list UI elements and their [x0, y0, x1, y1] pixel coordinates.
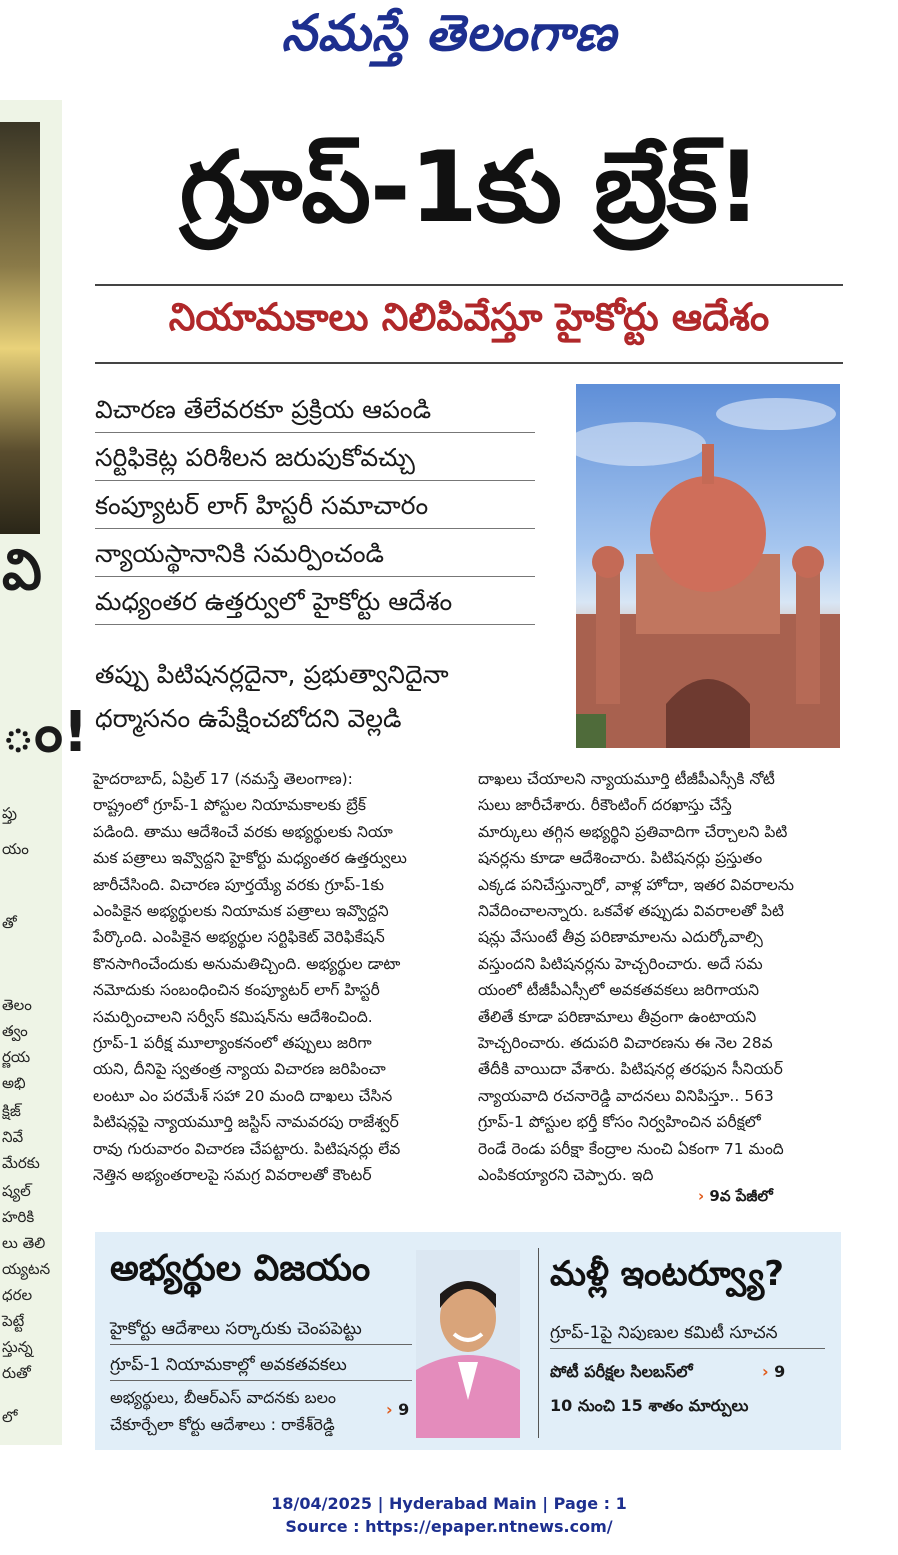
- adjacent-text-fragment: ధరల: [2, 1286, 33, 1304]
- box-right-note-line: పోటీ పరీక్షల సిలబస్‌లో: [550, 1362, 693, 1381]
- highlight-line: మధ్యంతర ఉత్తర్వులో హైకోర్టు ఆదేశం: [95, 580, 535, 625]
- article-line: జారీచేసింది. విచారణ పూర్తయ్యే వరకు గ్రూప్-1కు: [93, 875, 384, 894]
- adjacent-text-fragment: ప్తు: [2, 804, 17, 822]
- highlight-line: కంప్యూటర్ లాగ్ హిస్టరీ సమాచారం: [95, 484, 535, 529]
- adjacent-text-fragment: ర్ణయ: [2, 1048, 31, 1066]
- highlight-line: న్యాయస్థానానికి సమర్పించండి: [95, 532, 535, 577]
- article-line: యని, దీనిపై స్వతంత్ర న్యాయ విచారణ జరిపించా: [93, 1060, 386, 1079]
- chevron-right-icon: ›: [386, 1400, 393, 1419]
- highlight-tail-line: ధర్మాసనం ఉపేక్షించబోదని వెల్లడి: [95, 704, 402, 733]
- article-line: తేలితే కూడా పరిణామాలు తీవ్రంగా ఉంటాయని: [478, 1007, 757, 1026]
- article-line: తేదీకి వాయిదా వేశారు. పిటిషనర్ల తరఫున సీనియర్: [478, 1060, 783, 1079]
- article-line: హెచ్చరించారు. తదుపరి విచారణను ఈ నెల 28వ: [478, 1034, 773, 1053]
- adjacent-text-fragment: అభి: [2, 1074, 26, 1092]
- article-line: ఎంపికైన అభ్యర్థులకు నియామక పత్రాలు ఇవ్వొద్దని: [93, 902, 389, 921]
- box-right-title: మళ్లీ ఇంటర్వ్యూ?: [550, 1254, 784, 1294]
- adjacent-text-fragment: హరికి: [2, 1208, 35, 1226]
- article-line: నెత్తిన అభ్యంతరాలపై సమగ్ర వివరాలతో కౌంటర్: [93, 1166, 372, 1185]
- article-line: పడింది. తాము ఆదేశించే వరకు అభ్యర్థులకు నియా: [93, 822, 393, 841]
- article-line: షన్లు వేసుంటే తీవ్ర పరిణామాలను ఎదుర్కోవాల్సి: [478, 928, 763, 947]
- adjacent-headline-fragment-2: ం!: [2, 700, 89, 765]
- main-headline: గ్రూప్-1కు బ్రేక్!: [179, 131, 761, 245]
- masthead: నమస్తే తెలంగాణ: [281, 4, 617, 62]
- article-column-2: [478, 766, 842, 1189]
- highlight-tail-line: తప్పు పిటిషనర్లదైనా, ప్రభుత్వానిదైనా: [95, 660, 449, 689]
- article-line: గ్రూప్-1 పోస్టుల భర్తీ కోసం నిర్వహించిన పరీక్షలో: [478, 1113, 761, 1132]
- article-line: రెండే రెండు పరీక్షా కేంద్రాల నుంచి ఏకంగా 71 మంది: [478, 1139, 784, 1158]
- adjacent-text-fragment: లో: [2, 1408, 18, 1426]
- box-left-note: [110, 1384, 400, 1438]
- box-left-note-line: అభ్యర్థులు, బీఆర్‌ఎస్ వాదనకు బలం: [110, 1388, 337, 1407]
- adjacent-text-fragment: యం: [2, 840, 29, 858]
- article-line: నివేదించాలన్నారు. ఒకవేళ తప్పుడు వివరాలతో పిటి: [478, 902, 784, 921]
- article-line: గ్రూప్-1 పరీక్ష మూల్యాంకనంలో తప్పులు జరిగా: [93, 1034, 372, 1053]
- continued-ref: [698, 1187, 773, 1209]
- article-line: షనర్లను కూడా ఆదేశించారు. పిటిషనర్లు ప్రస్తుతం: [478, 849, 763, 868]
- person-illustration: [416, 1250, 520, 1438]
- article-line: నమోదుకు సంబంధించిన కంప్యూటర్ లాగ్ హిస్టరీ: [93, 981, 380, 1000]
- article-line: వస్తుందని పిటిషనర్లను హెచ్చరించారు. అదే సమ: [478, 954, 763, 973]
- high-court-photo: [576, 384, 840, 748]
- box-left-note-line: చేకూర్చేలా కోర్టు ఆదేశాలు : రాకేశ్‌రెడ్డి: [110, 1415, 335, 1434]
- box-right-note-line: 10 నుంచి 15 శాతం మార్పులు: [550, 1396, 749, 1415]
- adjacent-text-fragment: పెట్టే: [2, 1312, 25, 1330]
- article-line: కొనసాగించేందుకు అనుమతిచ్చింది. అభ్యర్థుల డాటా: [93, 954, 401, 973]
- article-line: సులు జారీచేశారు. రీకౌంటింగ్ దరఖాస్తు చేస్తే: [478, 796, 732, 815]
- page-ref-number: 9: [398, 1400, 410, 1419]
- article-column-1: [93, 766, 463, 1189]
- headline-rule: [95, 284, 843, 286]
- footer-source: Source : https://epaper.ntnews.com/: [285, 1517, 613, 1536]
- adjacent-text-fragment: ష్యల్: [2, 1182, 31, 1200]
- box-left-line: హైకోర్టు ఆదేశాలు సర్కారుకు చెంపపెట్టు: [110, 1314, 412, 1345]
- article-line: లంటూ ఎం పరమేశ్ సహా 20 మంది దాఖలు చేసిన: [93, 1086, 393, 1105]
- highlight-line: విచారణ తేలేవరకూ ప్రక్రియ ఆపండి: [95, 388, 535, 433]
- adjacent-text-fragment: య్యటన: [2, 1260, 51, 1278]
- article-line: సమర్పించాలని సర్వీస్ కమిషన్‌ను ఆదేశించింది.: [93, 1007, 373, 1026]
- adjacent-text-fragment: స్తున్న: [2, 1338, 33, 1356]
- box-right-page-ref: [762, 1362, 785, 1381]
- page-ref-number: 9: [774, 1362, 786, 1381]
- sub-headline: నియామకాలు నిలిపివేస్తూ హైకోర్టు ఆదేశం: [168, 295, 770, 339]
- adjacent-text-fragment: లు తెలి: [2, 1234, 46, 1252]
- article-line: దాఖలు చేయాలని న్యాయమూర్తి టీజీపీఎస్సీకి నోటీ: [478, 770, 775, 788]
- adjacent-text-fragment: త్వం: [2, 1022, 28, 1040]
- adjacent-text-fragment: మేరకు: [2, 1154, 40, 1172]
- box-left-line: గ్రూప్-1 నియామకాల్లో అవకతవకలు: [110, 1350, 412, 1381]
- box-left-title: అభ్యర్థుల విజయం: [110, 1248, 371, 1289]
- article-line: పిటిషన్లపై న్యాయమూర్తి జస్టిస్ నామవరపు రాజేశ్వర్: [93, 1113, 399, 1132]
- subhead-rule: [95, 362, 843, 364]
- box-left-page-ref: [386, 1400, 409, 1419]
- article-line: రావు గురువారం విచారణ చేపట్టారు. పిటిషనర్లు లేవ: [93, 1139, 401, 1158]
- continued-label: 9వ పేజీలో: [709, 1187, 773, 1205]
- article-line: మార్కులు తగ్గిన అభ్యర్థిని ప్రతివాదిగా చేర్చాలని పిటి: [478, 822, 788, 841]
- chevron-right-icon: ›: [698, 1187, 705, 1205]
- footer-info: 18/04/2025 | Hyderabad Main | Page : 1: [271, 1494, 627, 1513]
- article-line: రాష్ట్రంలో గ్రూప్-1 పోస్టుల నియామకాలకు బ్రేక్: [93, 796, 366, 815]
- article-line: యంలో టీజీపీఎస్సీలో అవకతవకలు జరిగాయని: [478, 981, 759, 1000]
- adjacent-text-fragment: నివే: [2, 1128, 24, 1146]
- adjacent-text-fragment: రుతో: [2, 1364, 31, 1382]
- box-divider: [538, 1248, 539, 1438]
- highlight-line: సర్టిఫికెట్ల పరిశీలన జరుపుకోవచ్చు: [95, 436, 535, 481]
- article-line: పేర్కొంది. ఎంపికైన అభ్యర్థుల సర్టిఫికెట్ వెరిఫికేషన్: [93, 928, 385, 947]
- high-court-building-illustration: [576, 384, 840, 748]
- article-line: హైదరాబాద్, ఏప్రిల్ 17 (నమస్తే తెలంగాణ):: [93, 770, 353, 788]
- box-right-line: గ్రూప్-1పై నిపుణుల కమిటీ సూచన: [550, 1318, 825, 1349]
- article-line: ఎంపికయ్యారని చెప్పారు. ఇది: [478, 1166, 654, 1185]
- chevron-right-icon: ›: [762, 1362, 769, 1381]
- adjacent-story-photo: [0, 122, 40, 534]
- article-line: మక పత్రాలు ఇవ్వొద్దని హైకోర్టు మధ్యంతర ఉత్తర్వులు: [93, 849, 407, 868]
- article-line: ఎక్కడ పనిచేస్తున్నారో, వాళ్ల హోదా, ఇతర వివరాలను: [478, 875, 794, 894]
- adjacent-text-fragment: తో: [2, 914, 17, 932]
- person-photo: [416, 1250, 520, 1438]
- adjacent-text-fragment: తెలం: [2, 996, 32, 1014]
- adjacent-headline-fragment: వి: [2, 538, 42, 603]
- adjacent-text-fragment: క్షిజ్: [2, 1102, 21, 1120]
- article-line: న్యాయవాది రచనారెడ్డి వాదనలు వినిపిస్తూ.. 563: [478, 1086, 774, 1105]
